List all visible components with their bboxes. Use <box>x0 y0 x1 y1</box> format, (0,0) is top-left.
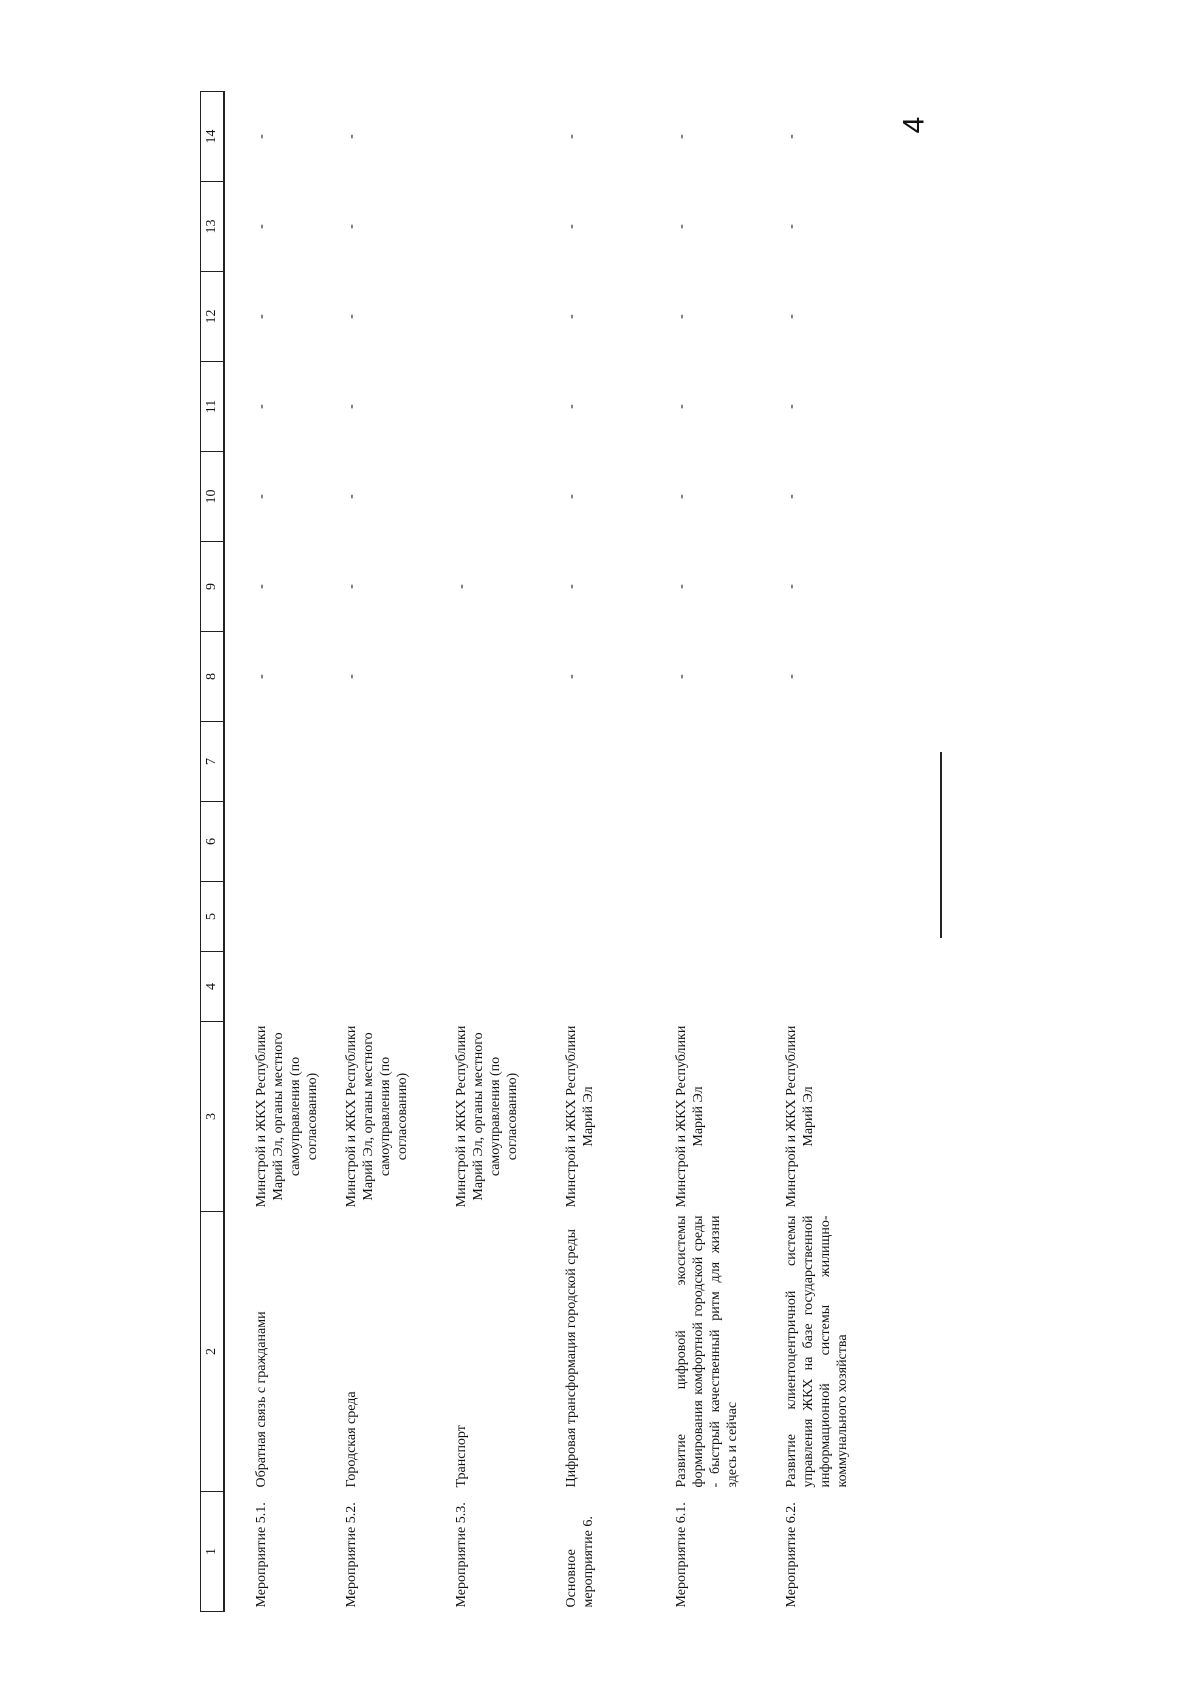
cell-10 <box>453 452 563 542</box>
cell-5 <box>563 882 673 952</box>
cell-5 <box>343 882 453 952</box>
cell-9: - <box>254 584 269 589</box>
event-name: Развитие цифровой экосистемы формирования комфортной городской среды - быстрый качественный ритм для жизни здесь и сейчас <box>674 1215 740 1488</box>
table-row <box>343 92 453 1612</box>
cell-13: - <box>784 224 799 229</box>
cell-10: - <box>564 494 579 499</box>
cell-12 <box>453 272 563 362</box>
event-number: Мероприятие 5.3. <box>454 1502 469 1608</box>
cell-11: - <box>254 404 269 409</box>
cell-7 <box>563 722 673 802</box>
cell-11: - <box>344 404 359 409</box>
cell-14: - <box>344 134 359 139</box>
table-row <box>783 92 893 1612</box>
cell-10: - <box>254 494 269 499</box>
cell-12: - <box>784 314 799 319</box>
cell-7 <box>343 722 453 802</box>
event-number: Мероприятие 6.1. <box>674 1502 689 1608</box>
cell-13: - <box>674 224 689 229</box>
event-number: Мероприятие 6.2. <box>784 1502 799 1608</box>
cell-5 <box>224 882 343 952</box>
executor: Минстрой и ЖКХ Республики Марий Эл <box>784 1025 816 1208</box>
cell-12: - <box>564 314 579 319</box>
cell-12: - <box>674 314 689 319</box>
cell-4 <box>563 952 673 1022</box>
cell-6 <box>783 802 893 882</box>
executor: Минстрой и ЖКХ Республики Марий Эл <box>674 1025 706 1208</box>
cell-13: - <box>254 224 269 229</box>
rotated-table-container <box>200 122 980 1612</box>
cell-4 <box>453 952 563 1022</box>
cell-5 <box>453 882 563 952</box>
event-name: Обратная связь с гражданами <box>254 1311 269 1488</box>
executor: Минстрой и ЖКХ Республики Марий Эл, органы местного самоуправления (по согласованию) <box>254 1025 320 1208</box>
col-header: 1 <box>201 1492 225 1612</box>
cell-14: - <box>784 134 799 139</box>
cell-10: - <box>344 494 359 499</box>
event-name: Городская среда <box>344 1391 359 1488</box>
col-header: 8 <box>201 632 225 722</box>
col-header: 2 <box>201 1212 225 1492</box>
cell-7 <box>453 722 563 802</box>
cell-12: - <box>344 314 359 319</box>
event-number: Мероприятие 5.1. <box>254 1502 269 1608</box>
col-header: 7 <box>201 722 225 802</box>
col-header: 3 <box>201 1022 225 1212</box>
cell-7 <box>783 722 893 802</box>
col-header: 4 <box>201 952 225 1022</box>
cell-9: - <box>674 584 689 589</box>
page-number: 4 <box>897 116 931 134</box>
executor: Минстрой и ЖКХ Республики Марий Эл, органы местного самоуправления (по согласованию) <box>454 1025 520 1208</box>
cell-14 <box>453 92 563 182</box>
cell-9: - <box>344 584 359 589</box>
header-row <box>201 92 225 1612</box>
cell-7 <box>224 722 343 802</box>
col-header: 9 <box>201 542 225 632</box>
cell-6 <box>673 802 783 882</box>
col-header: 10 <box>201 452 225 542</box>
cell-6 <box>224 802 343 882</box>
cell-11: - <box>674 404 689 409</box>
signature-line <box>940 752 942 938</box>
executor: Минстрой и ЖКХ Республики Марий Эл, органы местного самоуправления (по согласованию) <box>344 1025 410 1208</box>
cell-8 <box>453 632 563 722</box>
cell-8: - <box>254 674 269 679</box>
cell-12: - <box>254 314 269 319</box>
col-header: 14 <box>201 92 225 182</box>
event-name: Транспорт <box>454 1425 469 1488</box>
cell-4 <box>224 952 343 1022</box>
event-number: Основное мероприятие 6. <box>564 1516 596 1608</box>
event-name: Развитие клиентоцентричной системы управления ЖКХ на базе государственной информационной системы жилищно-коммунального хозяйства <box>784 1215 850 1488</box>
col-header: 5 <box>201 882 225 952</box>
col-header: 13 <box>201 182 225 272</box>
cell-4 <box>673 952 783 1022</box>
cell-9: - <box>454 584 469 589</box>
cell-7 <box>673 722 783 802</box>
event-number: Мероприятие 5.2. <box>344 1502 359 1608</box>
col-header: 12 <box>201 272 225 362</box>
cell-9: - <box>564 584 579 589</box>
cell-5 <box>783 882 893 952</box>
cell-8: - <box>564 674 579 679</box>
executor: Минстрой и ЖКХ Республики Марий Эл <box>564 1025 596 1208</box>
cell-8: - <box>674 674 689 679</box>
cell-6 <box>563 802 673 882</box>
event-name: Цифровая трансформация городской среды <box>564 1228 579 1488</box>
cell-6 <box>343 802 453 882</box>
cell-14: - <box>564 134 579 139</box>
cell-4 <box>343 952 453 1022</box>
cell-5 <box>673 882 783 952</box>
table-row <box>673 92 783 1612</box>
cell-4 <box>783 952 893 1022</box>
table-row <box>563 92 673 1612</box>
col-header: 6 <box>201 802 225 882</box>
cell-10: - <box>784 494 799 499</box>
cell-9: - <box>784 584 799 589</box>
cell-14: - <box>254 134 269 139</box>
col-header: 11 <box>201 362 225 452</box>
cell-14: - <box>674 134 689 139</box>
cell-13: - <box>564 224 579 229</box>
plan-table <box>200 91 893 1612</box>
cell-13 <box>453 182 563 272</box>
cell-11: - <box>564 404 579 409</box>
cell-11 <box>453 362 563 452</box>
cell-6 <box>453 802 563 882</box>
table-row <box>453 92 563 1612</box>
cell-8: - <box>784 674 799 679</box>
cell-13: - <box>344 224 359 229</box>
cell-11: - <box>784 404 799 409</box>
cell-8: - <box>344 674 359 679</box>
table-row <box>224 92 343 1612</box>
cell-10: - <box>674 494 689 499</box>
